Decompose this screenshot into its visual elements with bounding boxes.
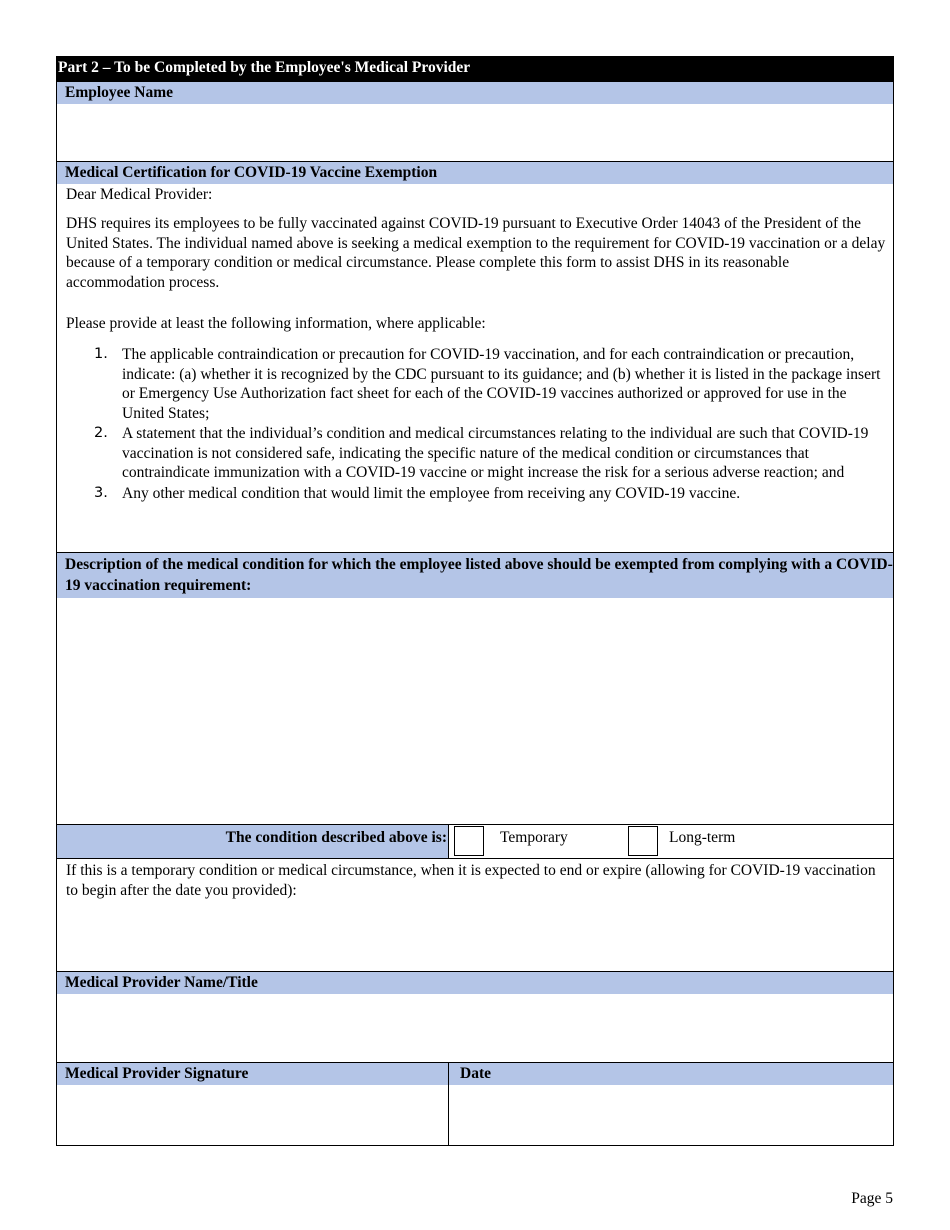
requirement-list <box>87 345 887 503</box>
employee-name-label: Employee Name <box>57 82 893 104</box>
part-title: Part 2 – To be Completed by the Employee's Medical Provider <box>56 56 894 82</box>
list-text: The applicable contraindication or precaution for COVID-19 vaccination, and for each contraindication or precaution, indicate: (a) whether it is recognized by the CDC pursuant to its guidance; and (b) whether it is listed in the package insert or Emergency Use Authorization fact sheet for each of the COVID-19 vaccines authorized or approved for use in the United States; <box>122 346 881 422</box>
date-label: Date <box>449 1063 893 1085</box>
description-field[interactable] <box>57 598 893 824</box>
condition-label-cell <box>57 825 448 858</box>
employee-name-field[interactable] <box>57 104 893 161</box>
signature-field[interactable] <box>57 1085 448 1145</box>
temporary-checkbox[interactable] <box>454 826 484 856</box>
list-item <box>87 345 887 423</box>
list-item <box>87 424 887 483</box>
list-number: 3. <box>94 484 108 501</box>
temporary-end-prompt: If this is a temporary condition or medical circumstance, when it is expected to end or expire (allowing for COVID-19 vaccination to begin after the date you provided): <box>66 862 876 899</box>
list-text: A statement that the individual’s condition and medical circumstances relating to the individual are such that COVID-19 vaccination is not considered safe, indicating the specific nature of the medical condition or circumstances that contraindicate immunization with a COVID-19 vaccine or might increase the risk for a serious adverse reaction; and <box>122 425 869 481</box>
date-field[interactable] <box>449 1085 893 1145</box>
list-item <box>87 484 887 504</box>
medical-provider-form <box>56 56 894 1146</box>
temporary-option-label: Temporary <box>500 829 568 846</box>
long-term-checkbox[interactable] <box>628 826 658 856</box>
temporary-end-field[interactable] <box>57 904 893 971</box>
list-number: 2. <box>94 425 108 441</box>
divider <box>448 825 449 858</box>
condition-label: The condition described above is: <box>225 829 447 846</box>
divider <box>57 858 893 859</box>
long-term-option-label: Long-term <box>669 829 736 846</box>
page-number: Page 5 <box>851 1190 893 1207</box>
description-heading: Description of the medical condition for which the employee listed above should be exempted from complying with a COVID-19 vaccination requirement: <box>57 553 893 598</box>
list-text: Any other medical condition that would limit the employee from receiving any COVID-19 vaccine. <box>122 484 741 502</box>
intro-paragraph: DHS requires its employees to be fully vaccinated against COVID-19 pursuant to Executive Order 14043 of the President of the United States. The individual named above is seeking a medical exemption to the requirement for COVID-19 vaccination or a delay because of a temporary condition or medical circumstance. Please complete this form to assist DHS in its reasonable accommodation process. <box>66 215 886 291</box>
request-text: Please provide at least the following information, where applicable: <box>66 315 486 332</box>
certification-heading: Medical Certification for COVID-19 Vaccine Exemption <box>57 162 893 184</box>
provider-name-field[interactable] <box>57 994 893 1062</box>
provider-name-label: Medical Provider Name/Title <box>57 972 893 994</box>
signature-label: Medical Provider Signature <box>57 1063 448 1085</box>
salutation: Dear Medical Provider: <box>66 186 213 203</box>
list-number: 1. <box>94 346 108 362</box>
